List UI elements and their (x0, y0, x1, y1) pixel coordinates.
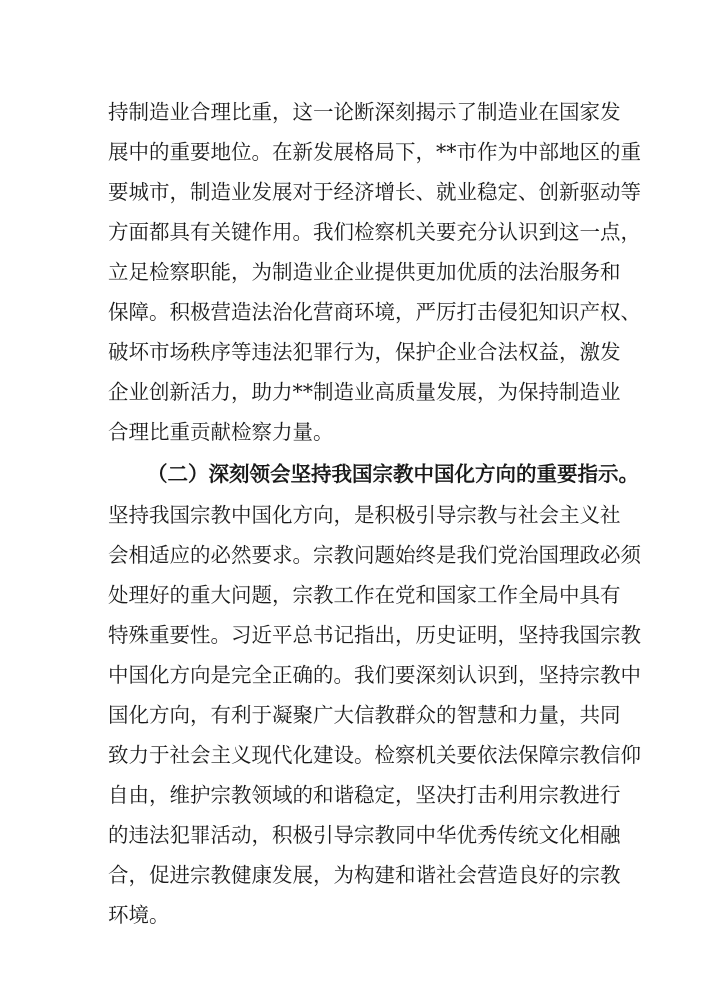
paragraph-line: 方面都具有关键作用。我们检察机关要充分认识到这一点， (108, 220, 641, 244)
paragraph-line: 要城市，制造业发展对于经济增长、就业稳定、创新驱动等 (108, 180, 641, 204)
paragraph-line: 破坏市场秩序等违法犯罪行为，保护企业合法权益，激发 (108, 340, 621, 364)
paragraph-line: 保障。积极营造法治化营商环境，严厉打击侵犯知识产权、 (108, 300, 641, 324)
paragraph-line: 致力于社会主义现代化建设。检察机关要依法保障宗教信仰 (108, 743, 641, 767)
paragraph-line: 处理好的重大问题，宗教工作在党和国家工作全局中具有 (108, 583, 621, 607)
paragraph-line: 立足检察职能，为制造业企业提供更加优质的法治服务和 (108, 260, 621, 284)
paragraph-line: 展中的重要地位。在新发展格局下，**市作为中部地区的重 (108, 140, 641, 164)
section-heading: （二）深刻领会坚持我国宗教中国化方向的重要指示。 (147, 462, 639, 486)
paragraph-line: 合理比重贡献检察力量。 (108, 420, 334, 444)
paragraph-line: 会相适应的必然要求。宗教问题始终是我们党治国理政必须 (108, 543, 641, 567)
paragraph-line: 坚持我国宗教中国化方向，是积极引导宗教与社会主义社 (108, 503, 621, 527)
paragraph-line: 自由，维护宗教领域的和谐稳定，坚决打击利用宗教进行 (108, 783, 621, 807)
paragraph-line: 合，促进宗教健康发展，为构建和谐社会营造良好的宗教 (108, 863, 621, 887)
paragraph-line: 环境。 (108, 903, 170, 927)
paragraph-line: 企业创新活力，助力**制造业高质量发展，为保持制造业 (108, 380, 621, 404)
paragraph-line: 中国化方向是完全正确的。我们要深刻认识到，坚持宗教中 (108, 663, 641, 687)
paragraph-line: 特殊重要性。习近平总书记指出，历史证明，坚持我国宗教 (108, 623, 641, 647)
paragraph-line: 国化方向，有利于凝聚广大信教群众的智慧和力量，共同 (108, 703, 621, 727)
paragraph-line: 持制造业合理比重，这一论断深刻揭示了制造业在国家发 (108, 100, 621, 124)
paragraph-line: 的违法犯罪活动，积极引导宗教同中华优秀传统文化相融 (108, 823, 621, 847)
